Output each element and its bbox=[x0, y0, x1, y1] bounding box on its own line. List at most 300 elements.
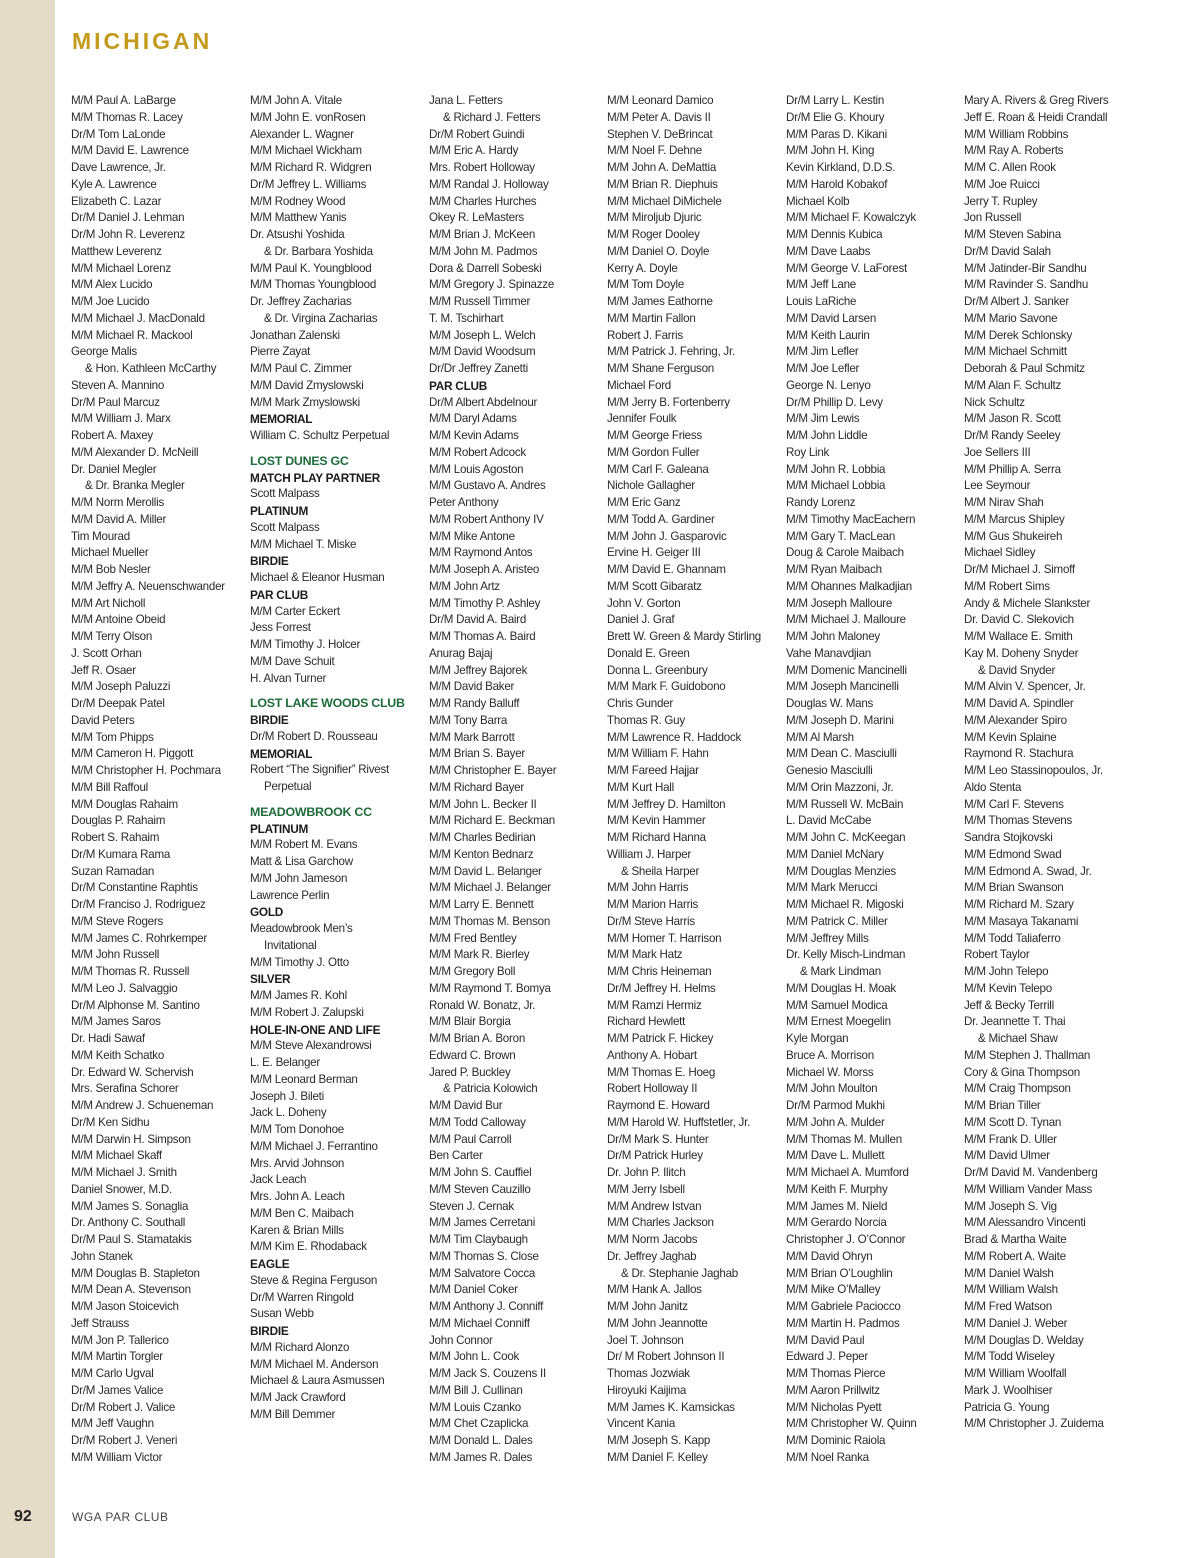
donor-name: M/M Joe Lefler bbox=[786, 362, 860, 375]
donor-name: M/M Brian J. McKeen bbox=[429, 228, 536, 241]
donor-name: Dr/M Daniel J. Lehman bbox=[71, 211, 185, 225]
donor-name: Jeff E. Roan & Heidi Crandall bbox=[964, 110, 1108, 124]
donor-name: M/M Joe Ruicci bbox=[964, 177, 1040, 191]
donor-name: M/M Kim E. Rhodaback bbox=[250, 1240, 367, 1254]
donor-name: M/M John Moulton bbox=[786, 1082, 878, 1096]
donor-name-continued: & Dr. Barbara Yoshida bbox=[264, 244, 373, 258]
donor-name: M/M Daniel Walsh bbox=[964, 1266, 1054, 1280]
donor-name: M/M Al Marsh bbox=[786, 730, 854, 744]
donor-name: M/M Douglas Menzies bbox=[786, 864, 896, 878]
donor-name: M/M Scott D. Tynan bbox=[964, 1115, 1062, 1129]
donor-name: Dr. Anthony C. Southall bbox=[71, 1216, 186, 1230]
donor-name-continued: & Sheila Harper bbox=[621, 864, 700, 878]
donor-name: M/M Michael Schmitt bbox=[964, 345, 1067, 359]
donor-name: Michael W. Morss bbox=[786, 1065, 874, 1079]
donor-name: M/M David Paul bbox=[786, 1333, 865, 1347]
donor-name: M/M Carlo Ugval bbox=[71, 1367, 154, 1380]
donor-name: M/M James C. Rohrkemper bbox=[71, 931, 207, 945]
level-heading: EAGLE bbox=[250, 1257, 290, 1271]
donor-name: Dr/M Constantine Raphtis bbox=[71, 881, 198, 895]
donor-name: M/M David Bur bbox=[429, 1099, 503, 1112]
donor-name: M/M Joseph A. Aristeo bbox=[429, 563, 540, 576]
donor-name: Matt & Lisa Garchow bbox=[250, 855, 353, 868]
donor-name: M/M Terry Olson bbox=[71, 630, 153, 643]
donor-name: M/M Ray A. Roberts bbox=[964, 144, 1064, 158]
donor-name: Lee Seymour bbox=[964, 479, 1031, 493]
donor-name: M/M William Woolfall bbox=[964, 1367, 1067, 1380]
donor-name: John Connor bbox=[429, 1333, 493, 1347]
donor-name: M/M Brian O’Loughlin bbox=[786, 1266, 893, 1280]
donor-name: M/M Thomas S. Close bbox=[429, 1249, 539, 1263]
donor-name: M/M Douglas Rahaim bbox=[71, 797, 178, 811]
donor-name: Dr/M Randy Seeley bbox=[964, 429, 1061, 442]
donor-name: M/M Dean C. Masciulli bbox=[786, 747, 897, 761]
donor-name: M/M John Jeannotte bbox=[607, 1316, 708, 1330]
donor-name: M/M James R. Kohl bbox=[250, 989, 347, 1002]
donor-name: M/M Tom Donohoe bbox=[250, 1123, 344, 1136]
donor-name: M/M James Cerretani bbox=[429, 1216, 536, 1230]
donor-name: M/M Michael T. Miske bbox=[250, 537, 357, 551]
donor-name: Jeff R. Osaer bbox=[71, 663, 136, 677]
donor-name: M/M Fred Watson bbox=[964, 1300, 1052, 1313]
donor-name: Stephen V. DeBrincat bbox=[607, 127, 713, 141]
donor-name: M/M Alexander D. McNeill bbox=[71, 445, 199, 459]
donor-name: Ben Carter bbox=[429, 1149, 483, 1163]
level-heading: SILVER bbox=[250, 972, 291, 987]
donor-name: M/M Joseph Malloure bbox=[786, 596, 893, 610]
donor-name: M/M Chet Czaplicka bbox=[429, 1417, 529, 1431]
level-heading: MEMORIAL bbox=[250, 746, 313, 761]
donor-name: Jonathan Zalenski bbox=[250, 328, 340, 342]
donor-name: Dr/M Jeffrey H. Helms bbox=[607, 981, 716, 995]
donor-name: M/M Robert A. Waite bbox=[964, 1249, 1066, 1263]
donor-name: M/M Steve Rogers bbox=[71, 914, 163, 928]
donor-name: M/M Shane Ferguson bbox=[607, 362, 714, 375]
donor-name: Dr/M Warren Ringold bbox=[250, 1290, 354, 1304]
donor-name: M/M Joseph L. Welch bbox=[429, 328, 536, 342]
donor-name: Thomas R. Guy bbox=[607, 713, 685, 727]
donor-name: M/M Bill Demmer bbox=[250, 1407, 336, 1421]
donor-name: M/M Kevin Adams bbox=[429, 429, 519, 442]
donor-name: M/M David Zmyslowski bbox=[250, 378, 364, 392]
donor-name: M/M Edmond A. Swad, Jr. bbox=[964, 864, 1092, 878]
donor-name: M/M Kenton Bednarz bbox=[429, 847, 534, 861]
donor-name: Dr/M Ken Sidhu bbox=[71, 1115, 150, 1129]
donor-name: Pierre Zayat bbox=[250, 345, 311, 359]
donor-name: M/M Nirav Shah bbox=[964, 496, 1044, 509]
donor-name: M/M Gabriele Paciocco bbox=[786, 1300, 901, 1313]
donor-name: William C. Schultz Perpetual bbox=[250, 429, 390, 442]
donor-name: Mary A. Rivers & Greg Rivers bbox=[964, 94, 1109, 107]
donor-name: M/M Michael R. Mackool bbox=[71, 328, 193, 342]
donor-name: Tim Mourad bbox=[71, 529, 130, 543]
donor-name: Thomas Jozwiak bbox=[607, 1367, 690, 1380]
donor-columns bbox=[71, 93, 1191, 1493]
donor-name: Dr/M David A. Baird bbox=[429, 613, 527, 627]
donor-name: M/M David E. Ghannam bbox=[607, 563, 726, 576]
donor-name: Cory & Gina Thompson bbox=[964, 1065, 1080, 1079]
donor-name: M/M Brian A. Boron bbox=[429, 1032, 526, 1045]
donor-name: M/M Gus Shukeireh bbox=[964, 529, 1063, 543]
donor-name: M/M Craig Thompson bbox=[964, 1082, 1071, 1096]
donor-name: M/M Mark Hatz bbox=[607, 948, 683, 962]
donor-name: Dr. Kelly Misch-Lindman bbox=[786, 948, 906, 962]
donor-name: M/M Noel Ranka bbox=[786, 1450, 869, 1464]
donor-name: M/M Christopher H. Pochmara bbox=[71, 764, 221, 777]
donor-name: Mrs. Robert Holloway bbox=[429, 161, 535, 174]
donor-name: Jennifer Foulk bbox=[607, 412, 677, 426]
donor-name: M/M Phillip A. Serra bbox=[964, 462, 1061, 476]
donor-name: Edward J. Peper bbox=[786, 1350, 868, 1364]
donor-name: M/M Richard M. Szary bbox=[964, 898, 1074, 911]
donor-name: Karen & Brian Mills bbox=[250, 1223, 344, 1237]
donor-name: M/M Martin Fallon bbox=[607, 311, 696, 325]
donor-name: M/M Ben C. Maibach bbox=[250, 1206, 354, 1220]
donor-name: Dr/M Kumara Rama bbox=[71, 847, 171, 861]
donor-name: M/M Bill Raffoul bbox=[71, 780, 148, 794]
donor-name: M/M Harold W. Huffstetler, Jr. bbox=[607, 1115, 751, 1129]
donor-name: Nick Schultz bbox=[964, 395, 1025, 409]
donor-name: M/M Domenic Mancinelli bbox=[786, 663, 907, 677]
donor-name: Alexander L. Wagner bbox=[250, 127, 354, 141]
donor-name: Mrs. Arvid Johnson bbox=[250, 1156, 345, 1170]
donor-name: M/M Mark F. Guidobono bbox=[607, 680, 726, 694]
donor-name: Dr/ M Robert Johnson II bbox=[607, 1350, 725, 1364]
donor-name: Dr/Dr Jeffrey Zanetti bbox=[429, 362, 528, 375]
donor-name: Elizabeth C. Lazar bbox=[71, 194, 162, 208]
donor-name: M/M Gordon Fuller bbox=[607, 445, 700, 459]
donor-name: Dr. Edward W. Schervish bbox=[71, 1065, 194, 1079]
donor-name: M/M Jack S. Couzens II bbox=[429, 1367, 546, 1380]
donor-name: M/M Jeff Vaughn bbox=[71, 1417, 154, 1431]
donor-name: M/M Keith Schatko bbox=[71, 1048, 165, 1062]
donor-name: M/M John Russell bbox=[71, 948, 160, 962]
donor-name: M/M Dennis Kubica bbox=[786, 228, 883, 241]
donor-name: T. M. Tschirhart bbox=[429, 311, 504, 325]
level-heading: GOLD bbox=[250, 905, 284, 920]
donor-name: M/M Alessandro Vincenti bbox=[964, 1216, 1086, 1230]
publication-name: WGA PAR CLUB bbox=[72, 1510, 169, 1524]
donor-name: M/M Christopher W. Quinn bbox=[786, 1417, 917, 1431]
donor-name: M/M Donald L. Dales bbox=[429, 1434, 533, 1447]
donor-name: Joel T. Johnson bbox=[607, 1333, 684, 1347]
donor-name: M/M Gregory J. Spinazze bbox=[429, 278, 555, 292]
donor-name: Dr/M Robert D. Rousseau bbox=[250, 729, 378, 743]
donor-name: M/M Alexander Spiro bbox=[964, 713, 1067, 727]
donor-name-continued: & Michael Shaw bbox=[978, 1032, 1058, 1045]
donor-name: M/M William Robbins bbox=[964, 127, 1069, 141]
donor-name: Vahe Manavdjian bbox=[786, 646, 871, 660]
donor-name: M/M Steven Cauzillo bbox=[429, 1182, 531, 1196]
donor-name: M/M Edmond Swad bbox=[964, 847, 1062, 861]
club-heading: LOST DUNES GC bbox=[250, 453, 349, 468]
donor-name: M/M Roger Dooley bbox=[607, 228, 700, 241]
donor-name: Robert A. Maxey bbox=[71, 429, 153, 442]
donor-name: M/M John Jameson bbox=[250, 871, 348, 885]
donor-name: M/M Michael Lobbia bbox=[786, 479, 886, 493]
donor-name: M/M David Larsen bbox=[786, 311, 877, 325]
donor-name: Jared P. Buckley bbox=[429, 1065, 511, 1079]
donor-name: Dr/M Robert J. Valice bbox=[71, 1400, 176, 1414]
donor-name: M/M Hank A. Jallos bbox=[607, 1283, 702, 1297]
donor-name: Dr/M Albert Abdelnour bbox=[429, 395, 538, 409]
donor-name: M/M Michael Conniff bbox=[429, 1316, 530, 1330]
donor-name: M/M Martin H. Padmos bbox=[786, 1316, 900, 1330]
donor-name: M/M John L. Cook bbox=[429, 1350, 520, 1364]
donor-name: M/M Michael F. Kowalczyk bbox=[786, 211, 916, 225]
donor-name: M/M John M. Padmos bbox=[429, 244, 538, 258]
donor-name: Richard Hewlett bbox=[607, 1015, 686, 1029]
donor-name: Kevin Kirkland, D.D.S. bbox=[786, 161, 896, 174]
donor-name: M/M David Woodsum bbox=[429, 345, 536, 359]
donor-name: M/M James Eathorne bbox=[607, 295, 713, 308]
donor-name: Michael Kolb bbox=[786, 194, 850, 208]
donor-name: Hiroyuki Kaijima bbox=[607, 1383, 687, 1397]
donor-name: L. E. Belanger bbox=[250, 1056, 320, 1069]
donor-name: M/M John R. Lobbia bbox=[786, 462, 886, 476]
donor-name: Kay M. Doheny Snyder bbox=[964, 646, 1079, 660]
donor-name: Dr/M Paul Marcuz bbox=[71, 395, 160, 409]
donor-name: M/M Bill J. Cullinan bbox=[429, 1383, 523, 1397]
level-heading: PAR CLUB bbox=[429, 378, 488, 393]
donor-name: M/M Jeffry A. Neuenschwander bbox=[71, 579, 225, 593]
donor-name: Dr. John P. Ilitch bbox=[607, 1166, 686, 1179]
donor-name: M/M Joe Lucido bbox=[71, 295, 150, 308]
donor-name: Dr/M Tom LaLonde bbox=[71, 127, 166, 141]
donor-name: M/M Randy Balluff bbox=[429, 697, 520, 710]
donor-name: M/M Louis Agoston bbox=[429, 462, 524, 476]
donor-name: Dr/M James Valice bbox=[71, 1383, 164, 1397]
donor-name: M/M Derek Schlonsky bbox=[964, 328, 1072, 342]
donor-name: Jeff & Becky Terrill bbox=[964, 998, 1054, 1012]
donor-name: M/M Gregory Boll bbox=[429, 965, 516, 978]
donor-name: M/M Scott Gibaratz bbox=[607, 579, 702, 593]
donor-name: M/M William F. Hahn bbox=[607, 747, 709, 761]
donor-name: Anthony A. Hobart bbox=[607, 1048, 697, 1062]
donor-name: Brad & Martha Waite bbox=[964, 1233, 1067, 1246]
donor-name: Ronald W. Bonatz, Jr. bbox=[429, 998, 536, 1012]
donor-name: M/M Jim Lewis bbox=[786, 412, 860, 426]
donor-name: M/M Miroljub Djuric bbox=[607, 211, 702, 225]
donor-name: M/M Joseph Paluzzi bbox=[71, 680, 171, 694]
level-heading: MEMORIAL bbox=[250, 412, 313, 427]
donor-name: M/M Anthony J. Conniff bbox=[429, 1300, 544, 1313]
donor-name: Bruce A. Morrison bbox=[786, 1048, 874, 1062]
donor-name: Douglas W. Mans bbox=[786, 697, 874, 710]
donor-name: Okey R. LeMasters bbox=[429, 211, 524, 225]
donor-name: M/M James Saros bbox=[71, 1015, 161, 1029]
club-heading: LOST LAKE WOODS CLUB bbox=[250, 696, 405, 711]
donor-name: Joseph J. Bileti bbox=[250, 1089, 324, 1103]
donor-name: Joe Sellers III bbox=[964, 445, 1031, 459]
donor-name: M/M John C. McKeegan bbox=[786, 831, 906, 844]
donor-name: M/M Paul A. LaBarge bbox=[71, 94, 176, 107]
donor-name: Robert S. Rahaim bbox=[71, 831, 160, 844]
donor-name: M/M Keith Laurin bbox=[786, 328, 870, 342]
donor-name: M/M Thomas E. Hoeg bbox=[607, 1065, 716, 1079]
donor-name: M/M Andrew J. Schueneman bbox=[71, 1099, 214, 1112]
donor-name: M/M Steven Sabina bbox=[964, 228, 1061, 241]
donor-name: M/M Timothy MacEachern bbox=[786, 512, 916, 526]
donor-name: M/M Kurt Hall bbox=[607, 780, 674, 794]
donor-name: Mark J. Woolhiser bbox=[964, 1383, 1053, 1397]
donor-name: M/M John Liddle bbox=[786, 429, 868, 442]
donor-name: Jack Leach bbox=[250, 1173, 307, 1187]
donor-name: M/M Ohannes Malkadjian bbox=[786, 579, 912, 593]
donor-name: M/M Dave Laabs bbox=[786, 244, 871, 258]
donor-name: J. Scott Orhan bbox=[71, 646, 142, 660]
donor-name: M/M William Victor bbox=[71, 1450, 163, 1464]
donor-name: M/M Steve Alexandrowsi bbox=[250, 1039, 372, 1053]
donor-name: M/M Russell Timmer bbox=[429, 295, 531, 308]
level-heading: HOLE-IN-ONE AND LIFE bbox=[250, 1022, 381, 1037]
donor-name: M/M Thomas M. Mullen bbox=[786, 1132, 902, 1146]
donor-name-continued: & David Snyder bbox=[978, 663, 1056, 677]
donor-name: M/M Jim Lefler bbox=[786, 345, 859, 359]
donor-name: Dave Lawrence, Jr. bbox=[71, 161, 166, 174]
donor-name: M/M Bob Nesler bbox=[71, 563, 151, 576]
donor-name: M/M Orin Mazzoni, Jr. bbox=[786, 780, 894, 794]
donor-name: M/M Norm Jacobs bbox=[607, 1233, 698, 1246]
donor-name: Dr/M Robert Guindi bbox=[429, 127, 525, 141]
donor-name: M/M Jason R. Scott bbox=[964, 412, 1061, 426]
donor-name: M/M James R. Dales bbox=[429, 1450, 533, 1464]
donor-column-5 bbox=[786, 93, 961, 1467]
donor-name: M/M Michael R. Migoski bbox=[786, 898, 904, 911]
donor-name: William J. Harper bbox=[607, 847, 691, 861]
donor-name: M/M Brian S. Bayer bbox=[429, 747, 526, 761]
donor-name: Dr. Jeffrey Jaghab bbox=[607, 1249, 697, 1263]
donor-name: Dora & Darrell Sobeski bbox=[429, 261, 542, 275]
donor-name: M/M Michael Lorenz bbox=[71, 261, 171, 275]
donor-name: M/M Kevin Splaine bbox=[964, 730, 1057, 744]
donor-name: M/M Leonard Damico bbox=[607, 94, 714, 107]
donor-name: M/M Richard Alonzo bbox=[250, 1340, 350, 1354]
donor-name: M/M Louis Czanko bbox=[429, 1400, 522, 1414]
donor-name: Kerry A. Doyle bbox=[607, 261, 678, 275]
donor-name: M/M Paras D. Kikani bbox=[786, 127, 887, 141]
donor-name: Jon Russell bbox=[964, 211, 1022, 225]
donor-column-2 bbox=[250, 93, 425, 1424]
donor-name: M/M Charles Hurches bbox=[429, 194, 537, 208]
donor-name: M/M Brian R. Diephuis bbox=[607, 177, 718, 191]
donor-name: Raymond E. Howard bbox=[607, 1099, 710, 1112]
donor-name-continued: & Patricia Kolowich bbox=[443, 1082, 538, 1096]
donor-name: M/M David E. Lawrence bbox=[71, 144, 189, 158]
donor-name: Dr. Hadi Sawaf bbox=[71, 1032, 145, 1045]
donor-name: M/M Ernest Moegelin bbox=[786, 1015, 891, 1029]
donor-name: M/M Samuel Modica bbox=[786, 998, 888, 1012]
donor-name: Robert Holloway II bbox=[607, 1082, 698, 1096]
level-heading: PLATINUM bbox=[250, 821, 309, 836]
donor-name: M/M Richard E. Beckman bbox=[429, 814, 555, 828]
donor-name: Dr. Jeffrey Zacharias bbox=[250, 295, 352, 308]
donor-name: M/M Chris Heineman bbox=[607, 965, 712, 978]
donor-name: Michael & Laura Asmussen bbox=[250, 1374, 385, 1388]
donor-name: Jack L. Doheny bbox=[250, 1106, 327, 1120]
donor-name: Donald E. Green bbox=[607, 646, 690, 660]
donor-name: M/M John Janitz bbox=[607, 1300, 688, 1313]
donor-name: M/M Brian Swanson bbox=[964, 881, 1064, 895]
donor-name: M/M Kevin Hammer bbox=[607, 814, 706, 828]
donor-name: M/M Joseph S. Vig bbox=[964, 1199, 1057, 1213]
donor-name: Raymond R. Stachura bbox=[964, 747, 1074, 761]
donor-name: M/M John Telepo bbox=[964, 965, 1049, 978]
donor-name: M/M John S. Cauffiel bbox=[429, 1166, 532, 1179]
donor-name: M/M James K. Kamsickas bbox=[607, 1400, 735, 1414]
donor-name: M/M John A. Vitale bbox=[250, 94, 342, 107]
donor-name: M/M Harold Kobakof bbox=[786, 177, 888, 191]
donor-name: Dr/M Mark S. Hunter bbox=[607, 1132, 709, 1146]
donor-name: Doug & Carole Maibach bbox=[786, 546, 904, 560]
donor-name: Meadowbrook Men’s bbox=[250, 922, 353, 935]
donor-name: Dr/M David Salah bbox=[964, 244, 1051, 258]
donor-name: Dr/M Albert J. Sanker bbox=[964, 295, 1069, 308]
donor-name: Michael Sidley bbox=[964, 546, 1036, 560]
donor-name: M/M Charles Bedirian bbox=[429, 831, 536, 844]
donor-name: M/M Ryan Maibach bbox=[786, 563, 882, 576]
donor-name: M/M Daryl Adams bbox=[429, 412, 517, 426]
donor-name: M/M Mario Savone bbox=[964, 311, 1058, 325]
donor-name: M/M John H. King bbox=[786, 144, 875, 158]
donor-name: M/M Martin Torgler bbox=[71, 1350, 163, 1364]
donor-name: M/M Marion Harris bbox=[607, 898, 699, 911]
donor-name: Susan Webb bbox=[250, 1307, 314, 1321]
donor-name: M/M Thomas R. Lacey bbox=[71, 110, 183, 124]
donor-name: Randy Lorenz bbox=[786, 496, 856, 509]
donor-name: George Malis bbox=[71, 345, 137, 359]
donor-name: Dr. Atsushi Yoshida bbox=[250, 228, 345, 241]
donor-name: M/M Alvin V. Spencer, Jr. bbox=[964, 680, 1086, 694]
donor-name: M/M Rodney Wood bbox=[250, 194, 346, 208]
page-margin-strip bbox=[0, 0, 55, 1558]
donor-name: M/M Timothy J. Otto bbox=[250, 955, 349, 969]
donor-name: M/M Daniel J. Weber bbox=[964, 1316, 1068, 1330]
donor-name-continued: & Richard J. Fetters bbox=[443, 110, 541, 124]
donor-name: M/M George V. LaForest bbox=[786, 261, 908, 275]
donor-name: M/M Dave Schuit bbox=[250, 654, 335, 668]
donor-name: M/M Frank D. Uller bbox=[964, 1132, 1057, 1146]
donor-name: M/M Dean A. Stevenson bbox=[71, 1283, 191, 1297]
level-heading: BIRDIE bbox=[250, 713, 289, 727]
donor-name: Steve & Regina Ferguson bbox=[250, 1273, 378, 1287]
donor-name: M/M Antoine Obeid bbox=[71, 613, 166, 627]
donor-name: M/M Mark Barrott bbox=[429, 730, 515, 744]
donor-name: M/M Marcus Shipley bbox=[964, 512, 1065, 526]
donor-name: M/M Gary T. MacLean bbox=[786, 529, 896, 543]
donor-name: M/M Charles Jackson bbox=[607, 1216, 714, 1230]
donor-name: M/M Eric A. Hardy bbox=[429, 144, 519, 158]
donor-name: M/M Richard R. Widgren bbox=[250, 161, 372, 174]
donor-name: Matthew Leverenz bbox=[71, 244, 162, 258]
donor-name: M/M Richard Bayer bbox=[429, 780, 524, 794]
donor-name: Dr/M Phillip D. Levy bbox=[786, 395, 883, 409]
donor-name: Jerry T. Rupley bbox=[964, 194, 1038, 208]
donor-name: M/M Keith F. Murphy bbox=[786, 1182, 888, 1196]
donor-name: M/M Fred Bentley bbox=[429, 931, 517, 945]
donor-name: M/M Mike O’Malley bbox=[786, 1283, 881, 1297]
donor-name: L. David McCabe bbox=[786, 814, 872, 828]
donor-name: M/M Carter Eckert bbox=[250, 604, 340, 618]
donor-name: M/M Daniel O. Doyle bbox=[607, 244, 710, 258]
donor-name: M/M Brian Tiller bbox=[964, 1099, 1041, 1112]
donor-name: M/M Michael J. Belanger bbox=[429, 881, 551, 895]
donor-name: M/M Robert M. Evans bbox=[250, 838, 358, 852]
donor-name-continued: Perpetual bbox=[264, 780, 312, 793]
club-heading: MEADOWBROOK CC bbox=[250, 804, 372, 819]
donor-name: M/M Raymond T. Bomya bbox=[429, 981, 551, 995]
donor-name: Robert Taylor bbox=[964, 948, 1030, 962]
